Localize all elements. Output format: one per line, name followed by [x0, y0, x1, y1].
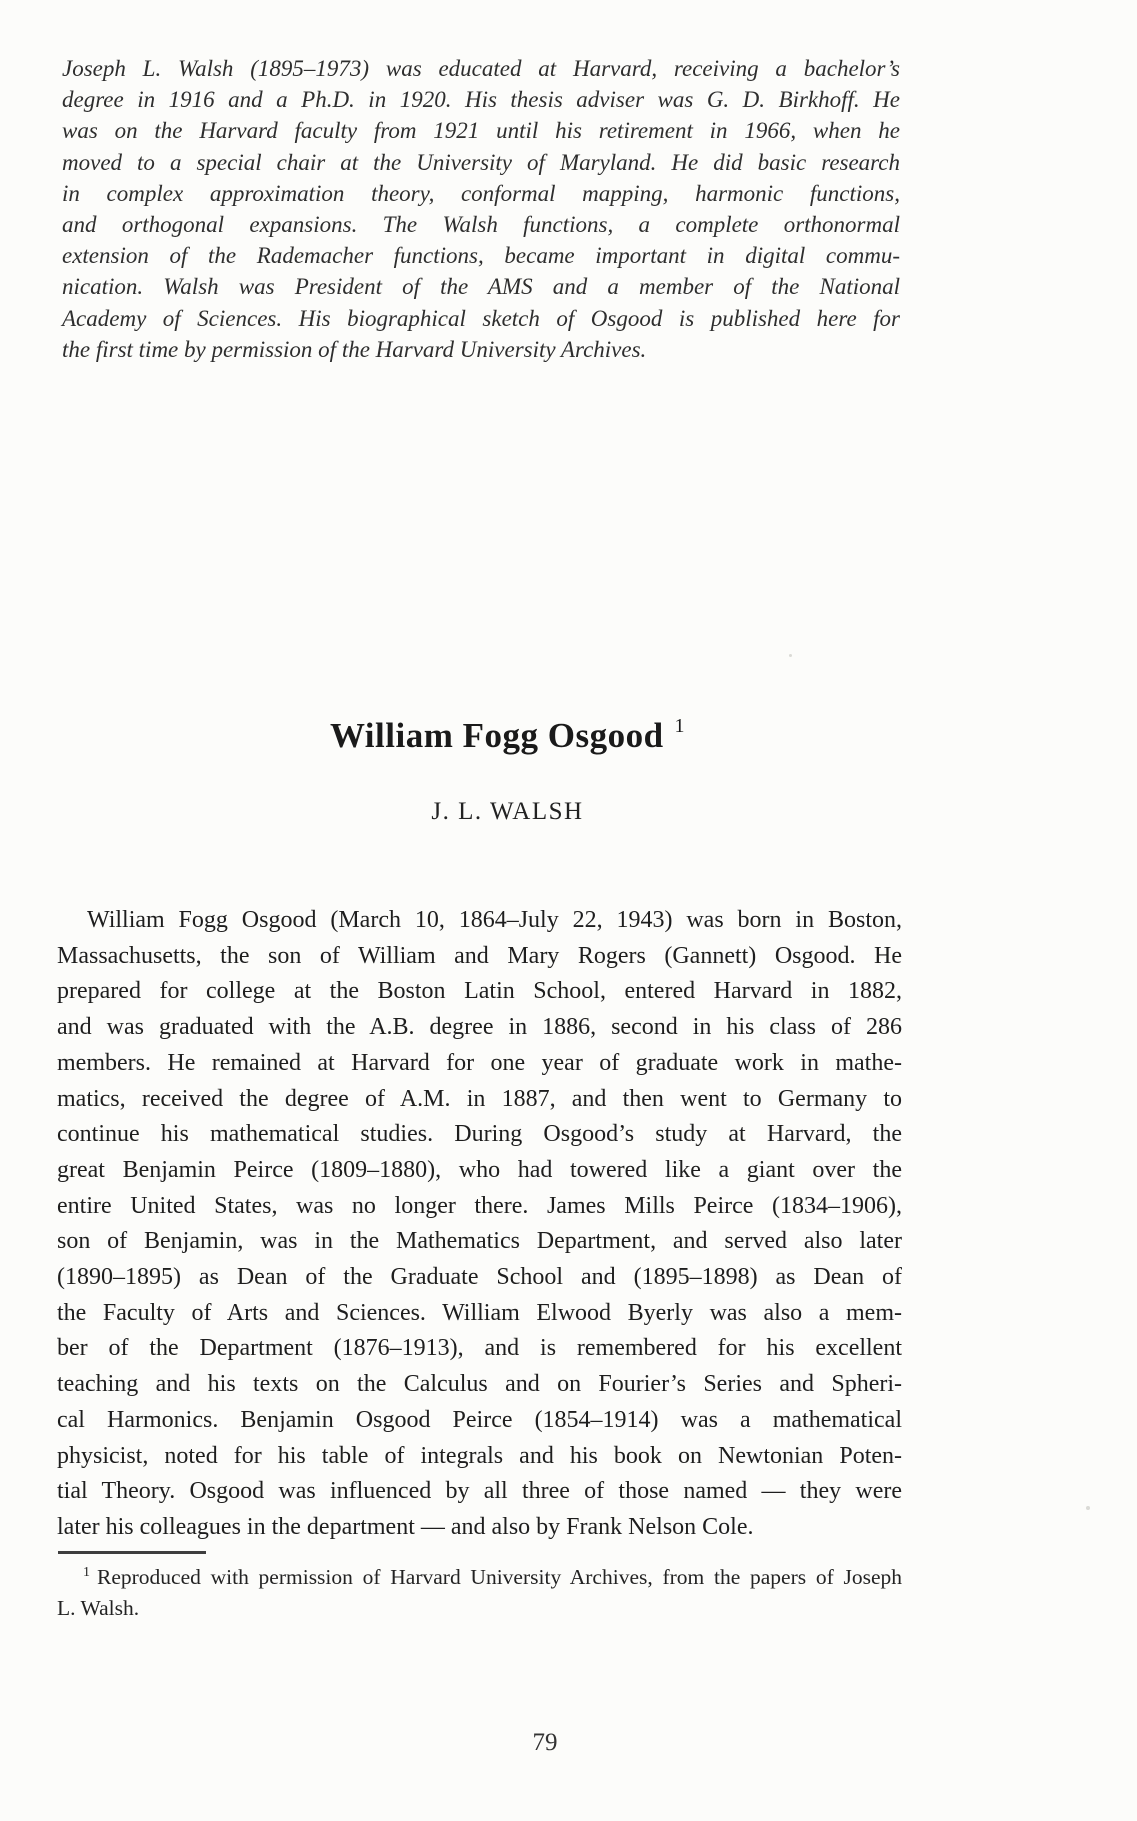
body-line: and was graduated with the A.B. degree in 1886, second in his class of 286 — [57, 1014, 902, 1041]
article-title — [57, 716, 930, 756]
footnote — [57, 1562, 902, 1624]
title-footnote-ref: 1 — [674, 715, 686, 738]
body-line: later his colleagues in the department — and also by Frank Nelson Cole. — [57, 1513, 754, 1540]
body-line: prepared for college at the Boston Latin School, entered Harvard in 1882, — [57, 978, 902, 1005]
body-line: entire United States, was no longer there. James Mills Peirce (1834–1906), — [57, 1192, 902, 1219]
page-number: 79 — [532, 1729, 558, 1756]
body-line: the Faculty of Arts and Sciences. William Elwood Byerly was also a mem- — [57, 1299, 902, 1326]
footnote-rule — [58, 1551, 206, 1554]
footnote-text-line-2: L. Walsh. — [57, 1596, 140, 1620]
intro-line: moved to a special chair at the University of Maryland. He did basic research — [62, 149, 900, 175]
intro-line: nication. Walsh was President of the AMS and a member of the National — [62, 274, 900, 300]
intro-line: and orthogonal expansions. The Walsh functions, a complete orthonormal — [62, 212, 900, 238]
article-author: J. L. WALSH — [431, 798, 584, 825]
footnote-text-line-1 — [57, 1562, 902, 1593]
body-line: members. He remained at Harvard for one year of graduate work in mathe- — [57, 1049, 902, 1076]
body-line: continue his mathematical studies. During Osgood’s study at Harvard, the — [57, 1121, 902, 1148]
intro-line: in complex approximation theory, conformal mapping, harmonic functions, — [62, 180, 900, 206]
intro-line: degree in 1916 and a Ph.D. in 1920. His thesis adviser was G. D. Birkhoff. He — [62, 87, 900, 113]
article-title-text: William Fogg Osgood — [329, 716, 664, 755]
scan-speck — [1086, 1506, 1090, 1510]
body-line: great Benjamin Peirce (1809–1880), who had towered like a giant over the — [57, 1156, 902, 1183]
body-line: physicist, noted for his table of integrals and his book on Newtonian Poten- — [57, 1442, 902, 1469]
body-line: (1890–1895) as Dean of the Graduate School and (1895–1898) as Dean of — [57, 1264, 902, 1291]
intro-line: Academy of Sciences. His biographical sketch of Osgood is published here for — [62, 305, 900, 331]
intro-paragraph — [62, 53, 900, 365]
scan-speck — [789, 654, 792, 657]
article-body — [57, 903, 902, 1546]
body-line: William Fogg Osgood (March 10, 1864–July 22, 1943) was born in Boston, — [87, 907, 902, 933]
intro-line: Joseph L. Walsh (1895–1973) was educated at Harvard, receiving a bachelor’s — [62, 56, 900, 81]
body-line: tial Theory. Osgood was influenced by all three of those named — they were — [57, 1478, 902, 1505]
body-line: teaching and his texts on the Calculus and on Fourier’s Series and Spheri- — [57, 1371, 902, 1398]
body-line: ber of the Department (1876–1913), and is remembered for his excellent — [57, 1335, 902, 1362]
intro-line: was on the Harvard faculty from 1921 until his retirement in 1966, when he — [62, 118, 900, 144]
body-line: cal Harmonics. Benjamin Osgood Peirce (1854–1914) was a mathematical — [57, 1406, 902, 1433]
body-line: son of Benjamin, was in the Mathematics Department, and served also later — [57, 1228, 902, 1255]
body-line: matics, received the degree of A.M. in 1887, and then went to Germany to — [57, 1085, 902, 1112]
body-line: Massachusetts, the son of William and Mary Rogers (Gannett) Osgood. He — [57, 942, 902, 969]
intro-line: extension of the Rademacher functions, became important in digital commu- — [62, 243, 900, 269]
footnote-text: Reproduced with permission of Harvard University Archives, from the papers of Joseph — [96, 1565, 902, 1589]
intro-line: the first time by permission of the Harvard University Archives. — [62, 336, 647, 362]
footnote-marker: 1 — [83, 1564, 90, 1580]
